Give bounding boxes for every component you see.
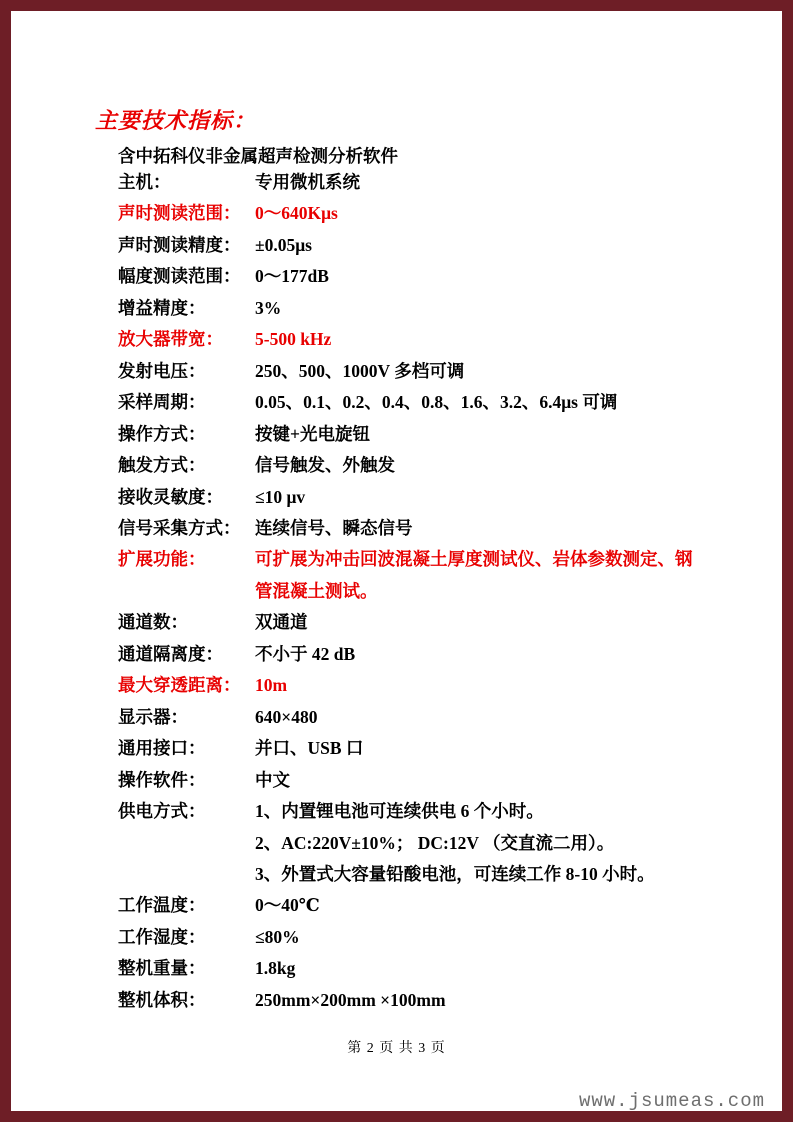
spec-value-line: 0～640Kμs xyxy=(255,203,338,224)
spec-row xyxy=(118,167,693,198)
spec-value xyxy=(255,733,363,764)
spec-row xyxy=(118,639,693,670)
spec-value xyxy=(255,324,331,355)
spec-label: 声时测读精度： xyxy=(118,234,241,255)
page-title: 主要技术指标： xyxy=(95,108,257,133)
spec-value xyxy=(255,922,300,953)
spec-value xyxy=(255,198,338,229)
spec-value-line: ≤10 μv xyxy=(255,486,306,507)
spec-value xyxy=(255,985,446,1016)
doc-subtitle: 含中拓科仪非金属超声检测分析软件 xyxy=(118,146,398,166)
spec-value-line: 1、内置锂电池可连续供电 6 个小时。 xyxy=(255,801,544,822)
spec-value xyxy=(255,544,693,607)
spec-row xyxy=(118,482,693,513)
spec-value xyxy=(255,765,290,796)
spec-value-line: 0～40℃ xyxy=(255,895,320,916)
spec-label: 扩展功能： xyxy=(118,549,206,570)
spec-value-line: 250、500、1000V 多档可调 xyxy=(255,360,465,381)
spec-row xyxy=(118,324,693,355)
spec-table xyxy=(118,167,693,1016)
spec-row xyxy=(118,261,693,292)
spec-label: 供电方式： xyxy=(118,801,206,822)
spec-row xyxy=(118,419,693,450)
spec-label: 发射电压： xyxy=(118,360,206,381)
spec-value-line: 0～177dB xyxy=(255,266,329,287)
spec-row xyxy=(118,765,693,796)
spec-row xyxy=(118,356,693,387)
spec-row xyxy=(118,670,693,701)
spec-label: 信号采集方式： xyxy=(118,517,241,538)
spec-value-line: 640×480 xyxy=(255,706,318,727)
spec-value xyxy=(255,450,395,481)
site-watermark: www.jsumeas.com xyxy=(578,1090,765,1112)
spec-row xyxy=(118,607,693,638)
spec-label: 通道隔离度： xyxy=(118,643,223,664)
spec-row xyxy=(118,293,693,324)
spec-label: 主机： xyxy=(118,172,171,192)
spec-value-line: 管混凝土测试。 xyxy=(255,580,378,601)
spec-value-line: 3% xyxy=(255,297,282,318)
spec-value-line: 1.8kg xyxy=(255,958,296,979)
spec-value-line: 不小于 42 dB xyxy=(255,643,356,664)
spec-value xyxy=(255,702,317,733)
spec-row xyxy=(118,953,693,984)
spec-row xyxy=(118,387,693,418)
spec-value-line: ±0.05μs xyxy=(255,234,312,255)
spec-value xyxy=(255,167,360,198)
spec-row xyxy=(118,513,693,544)
spec-row xyxy=(118,733,693,764)
spec-value xyxy=(255,607,308,638)
spec-value xyxy=(255,639,355,670)
spec-value-line: ≤80% xyxy=(255,926,300,947)
spec-value xyxy=(255,796,655,890)
spec-label: 操作软件： xyxy=(118,769,206,790)
spec-value-line: 可扩展为冲击回波混凝土厚度测试仪、岩体参数测定、钢 xyxy=(255,549,693,570)
spec-value xyxy=(255,953,295,984)
spec-value-line: 3、外置式大容量铅酸电池，可连续工作 8-10 小时。 xyxy=(255,863,655,884)
spec-value-line: 连续信号、瞬态信号 xyxy=(255,517,413,538)
spec-label: 声时测读范围： xyxy=(118,203,241,224)
spec-value xyxy=(255,890,320,921)
spec-value xyxy=(255,261,329,292)
spec-value-line: 并口、USB 口 xyxy=(255,738,364,759)
spec-value xyxy=(255,513,413,544)
spec-row xyxy=(118,198,693,229)
spec-value-line: 250mm×200mm ×100mm xyxy=(255,989,446,1010)
spec-value xyxy=(255,293,281,324)
spec-label: 工作湿度： xyxy=(118,926,206,947)
spec-label: 工作温度： xyxy=(118,895,206,916)
spec-row xyxy=(118,450,693,481)
spec-value-line: 5-500 kHz xyxy=(255,329,332,350)
spec-value xyxy=(255,356,464,387)
spec-value xyxy=(255,419,370,450)
spec-row xyxy=(118,985,693,1016)
spec-row xyxy=(118,922,693,953)
spec-label: 操作方式： xyxy=(118,423,206,444)
spec-label: 接收灵敏度： xyxy=(118,486,223,507)
spec-value xyxy=(255,482,305,513)
spec-value-line: 双通道 xyxy=(255,612,308,633)
spec-value-line: 信号触发、外触发 xyxy=(255,455,395,476)
spec-label: 最大穿透距离： xyxy=(118,675,241,696)
spec-row xyxy=(118,544,693,607)
spec-value-line: 2、AC:220V±10%； DC:12V （交直流二用）。 xyxy=(255,832,615,853)
spec-value-line: 按键+光电旋钮 xyxy=(255,423,370,444)
spec-label: 通道数： xyxy=(118,612,188,633)
spec-row xyxy=(118,890,693,921)
spec-label: 整机重量： xyxy=(118,958,206,979)
spec-label: 显示器： xyxy=(118,706,188,727)
spec-label: 触发方式： xyxy=(118,455,206,476)
spec-value xyxy=(255,387,617,418)
spec-value xyxy=(255,670,287,701)
spec-row xyxy=(118,796,693,890)
spec-value-line: 中文 xyxy=(255,769,290,790)
spec-row xyxy=(118,702,693,733)
spec-label: 幅度测读范围： xyxy=(118,266,241,287)
page-number-footer: 第 2 页 共 3 页 xyxy=(347,1041,446,1056)
spec-label: 采样周期： xyxy=(118,392,206,413)
spec-label: 通用接口： xyxy=(118,738,206,759)
spec-label: 放大器带宽： xyxy=(118,329,223,350)
spec-label: 整机体积： xyxy=(118,989,206,1010)
spec-value-line: 专用微机系统 xyxy=(255,172,360,192)
spec-value xyxy=(255,230,312,261)
spec-row xyxy=(118,230,693,261)
spec-value-line: 10m xyxy=(255,675,288,696)
spec-label: 增益精度： xyxy=(118,297,206,318)
spec-value-line: 0.05、0.1、0.2、0.4、0.8、1.6、3.2、6.4μs 可调 xyxy=(255,392,618,413)
